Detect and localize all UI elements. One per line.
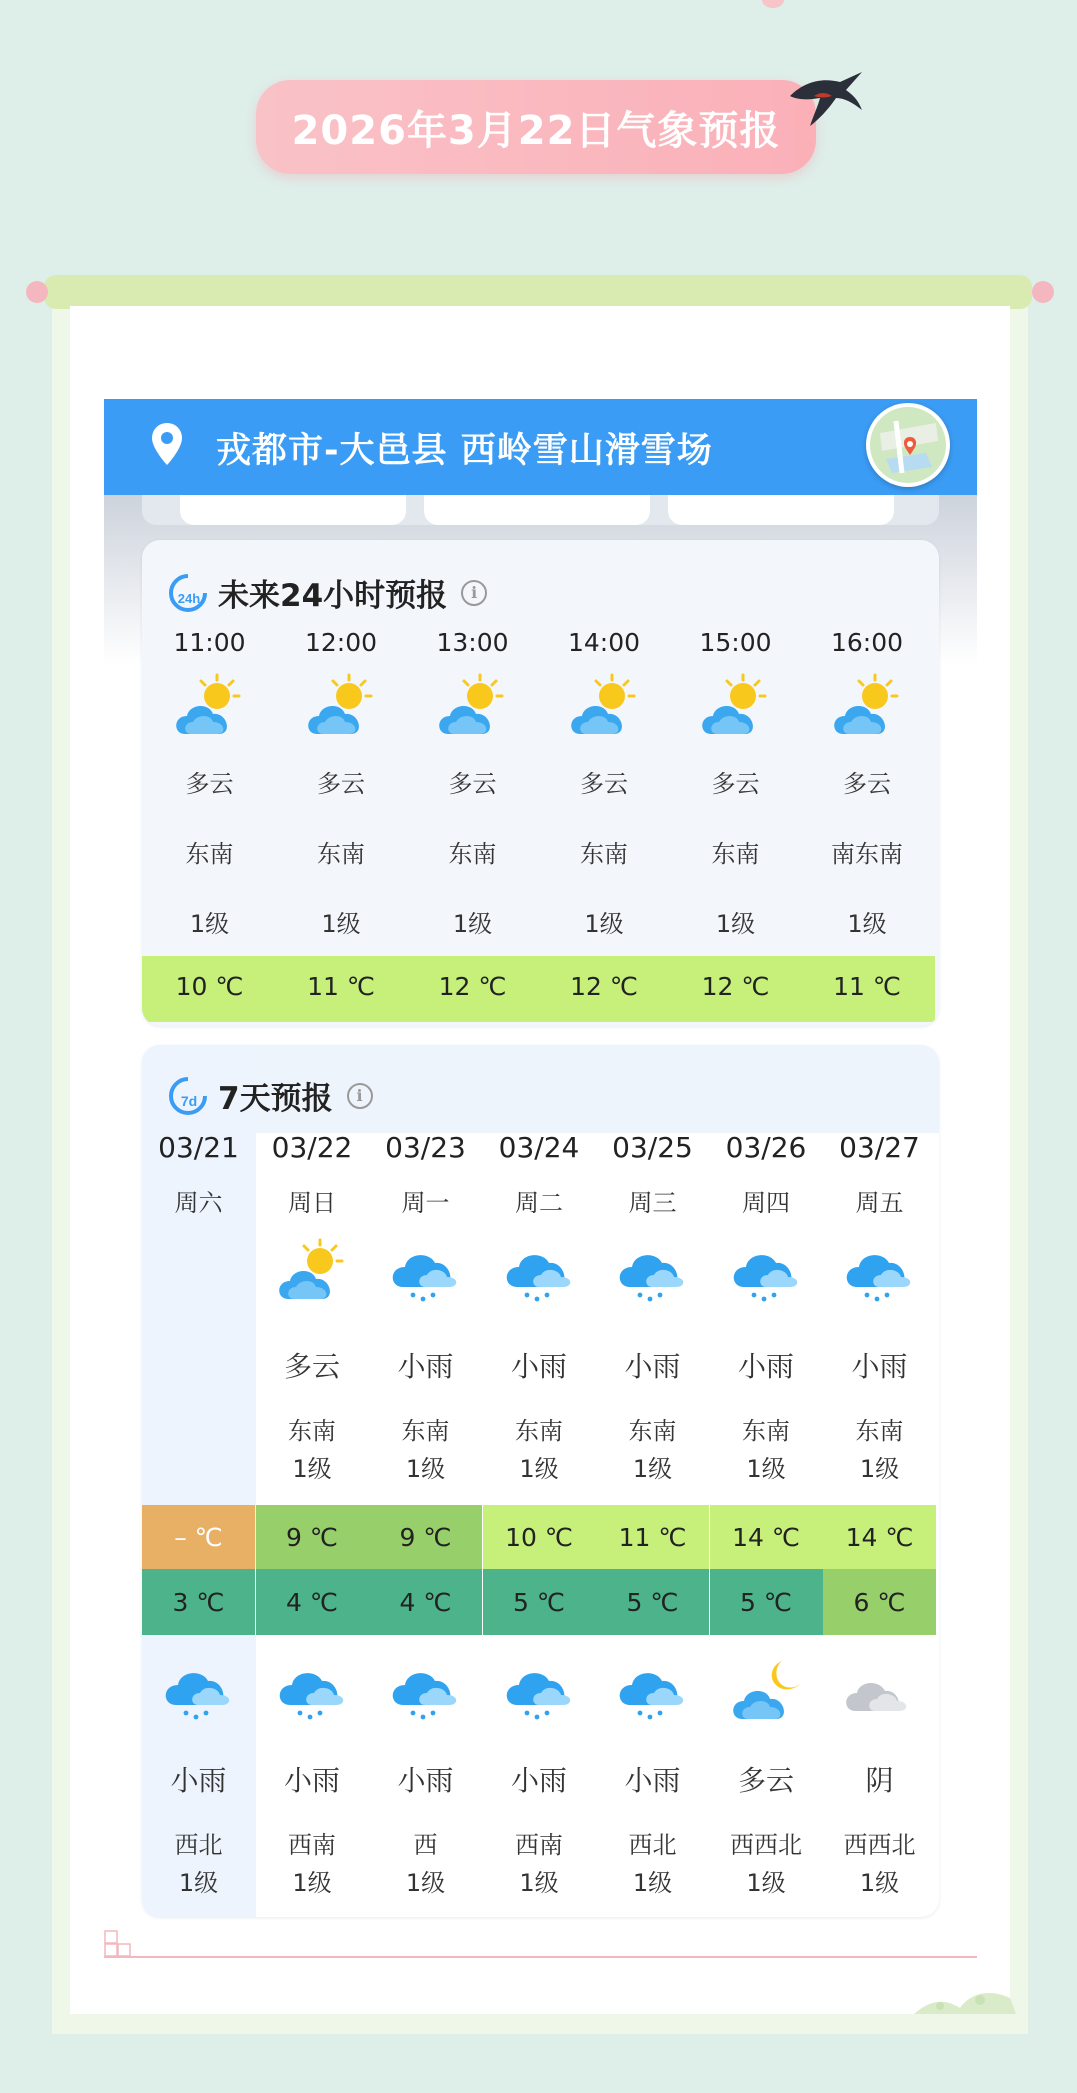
footer-divider [104, 1956, 977, 1958]
day-weekday: 周五 [855, 1189, 904, 1217]
day-weather: 小雨 [510, 1350, 567, 1383]
night-wind-level: 1级 [405, 1869, 446, 1897]
day-wind-level: 1级 [632, 1455, 673, 1483]
hourly-forecast-card [142, 540, 939, 1026]
day-date: 03/24 [498, 1131, 580, 1164]
day-date: 03/27 [839, 1131, 920, 1164]
hour-weather: 多云 [185, 770, 234, 798]
hour-wind-level: 1级 [189, 910, 230, 938]
day-low-temp: 5 ℃ [710, 1569, 823, 1635]
hour-temperature: 12 ℃ [438, 972, 507, 1001]
night-weather: 小雨 [170, 1764, 227, 1797]
hour-temperature: 12 ℃ [701, 972, 770, 1001]
day-weekday: 周二 [515, 1189, 563, 1217]
day-date: 03/22 [271, 1131, 353, 1164]
day-wind-level: 1级 [292, 1455, 332, 1483]
light-rain-icon [499, 1655, 579, 1725]
hour-weather: 多云 [711, 770, 760, 798]
hour-wind-level: 1级 [847, 910, 887, 938]
light-rain-icon [612, 1655, 692, 1725]
day-wind-level: 1级 [519, 1455, 559, 1483]
hour-weather: 多云 [448, 770, 497, 798]
night-wind-level: 1级 [859, 1869, 900, 1897]
day-wind-direction: 东南 [855, 1417, 904, 1445]
day-high-temp: 14 ℃ [710, 1505, 823, 1569]
day-column [596, 1045, 709, 1917]
day-low-temp: 5 ℃ [596, 1569, 709, 1635]
weekly-title: 7天预报 [218, 1081, 333, 1117]
collapsed-tab-3 [668, 495, 894, 525]
weekly-forecast-card [142, 1045, 939, 1917]
hour-wind-level: 1级 [715, 910, 756, 938]
partly-cloudy-icon [827, 672, 907, 742]
day-high-temp: 11 ℃ [596, 1505, 709, 1569]
hour-weather: 多云 [317, 770, 365, 798]
night-wind-level: 1级 [292, 1869, 332, 1897]
night-wind-direction: 西北 [174, 1831, 223, 1859]
night-weather: 多云 [737, 1764, 794, 1797]
day-column [483, 1045, 596, 1917]
day-weather: 小雨 [397, 1350, 454, 1383]
night-wind-direction: 西西北 [843, 1831, 916, 1859]
day-wind-direction: 东南 [628, 1417, 677, 1445]
day-date: 03/23 [385, 1131, 466, 1164]
collapsed-tab-1 [180, 495, 406, 525]
partly-cloudy-icon [695, 672, 775, 742]
day-wind-level: 1级 [746, 1455, 786, 1483]
collapsed-tab-2 [424, 495, 650, 525]
day-low-temp: 3 ℃ [142, 1569, 255, 1635]
day-column [823, 1045, 936, 1917]
night-wind-level: 1级 [178, 1869, 219, 1897]
day-high-temp: 10 ℃ [483, 1505, 596, 1569]
hour-time: 15:00 [699, 628, 772, 657]
hour-weather: 多云 [580, 770, 628, 798]
night-weather: 阴 [865, 1764, 894, 1797]
hour-wind-direction: 东南 [711, 840, 760, 868]
map-button[interactable] [866, 403, 950, 487]
scroll-rod-end-left [26, 281, 48, 303]
day-wind-level: 1级 [405, 1455, 446, 1483]
hour-temperature: 10 ℃ [175, 972, 244, 1001]
night-wind-level: 1级 [746, 1869, 786, 1897]
night-wind-direction: 西北 [628, 1831, 677, 1859]
swallow-icon [784, 66, 864, 130]
night-wind-direction: 西西北 [730, 1831, 802, 1859]
day-wind-direction: 东南 [288, 1417, 336, 1445]
location-pin-icon [150, 421, 184, 467]
day-column [369, 1045, 482, 1917]
hour-time: 12:00 [304, 628, 378, 657]
day-high-temp: 9 ℃ [256, 1505, 369, 1569]
hour-temperature: 12 ℃ [570, 972, 638, 1001]
day-weekday: 周日 [288, 1189, 336, 1217]
day-column [710, 1045, 823, 1917]
corner-decor-icon [104, 1930, 132, 1958]
clock-24h-icon [168, 573, 208, 613]
hour-time: 13:00 [436, 628, 509, 657]
night-weather: 小雨 [397, 1764, 454, 1797]
day-wind-direction: 东南 [401, 1417, 450, 1445]
partly-cloudy-icon [301, 672, 381, 742]
day-wind-direction: 东南 [515, 1417, 563, 1445]
hourly-title: 未来24小时预报 [218, 578, 448, 614]
info-icon[interactable]: i [347, 1083, 373, 1109]
scroll-rod-end-right [1032, 281, 1054, 303]
light-rain-icon [385, 1655, 465, 1725]
hour-wind-direction: 东南 [317, 840, 365, 868]
day-weekday: 周六 [174, 1189, 223, 1217]
day-weather: 小雨 [851, 1350, 908, 1383]
collapsed-card-edge [142, 495, 939, 525]
day-high-temp: 14 ℃ [823, 1505, 936, 1569]
day-weekday: 周一 [401, 1189, 450, 1217]
day-weather: 小雨 [624, 1350, 681, 1383]
clock-badge: 7d [180, 1092, 198, 1109]
day-date: 03/21 [158, 1131, 239, 1164]
day-date: 03/26 [725, 1131, 807, 1164]
day-low-temp: 6 ℃ [823, 1569, 936, 1635]
light-rain-icon [612, 1237, 692, 1307]
hour-wind-level: 1级 [321, 910, 361, 938]
partly-cloudy-icon [564, 672, 644, 742]
hour-wind-direction: 南东南 [831, 840, 903, 868]
hour-wind-direction: 东南 [185, 840, 234, 868]
light-rain-icon [726, 1237, 806, 1307]
page-title: 2026年3月22日气象预报 [291, 107, 781, 154]
leaves-decor-icon [910, 1980, 1020, 2016]
day-column [142, 1045, 255, 1917]
light-rain-icon [499, 1237, 579, 1307]
day-low-temp: 4 ℃ [256, 1569, 369, 1635]
day-weather: 多云 [283, 1350, 340, 1383]
cloudy-night-icon [726, 1655, 806, 1725]
location-name: 戎都市-大邑县 西岭雪山滑雪场 [216, 431, 713, 471]
day-low-temp: 4 ℃ [369, 1569, 482, 1635]
clock-badge: 24h [177, 590, 201, 606]
day-date: 03/25 [612, 1131, 693, 1164]
location-bar [104, 399, 977, 495]
partly-cloudy-icon [272, 1237, 352, 1307]
page-title-banner [256, 80, 816, 174]
hour-time: 16:00 [830, 628, 904, 657]
day-column [256, 1045, 369, 1917]
day-high-temp: 9 ℃ [369, 1505, 482, 1569]
hour-weather: 多云 [843, 770, 891, 798]
decor-dot [762, 0, 784, 8]
hour-wind-level: 1级 [452, 910, 493, 938]
day-weather: 小雨 [737, 1350, 794, 1383]
night-wind-direction: 西南 [515, 1831, 563, 1859]
hour-wind-level: 1级 [584, 910, 624, 938]
night-wind-level: 1级 [519, 1869, 559, 1897]
hour-time: 14:00 [567, 628, 641, 657]
day-wind-direction: 东南 [742, 1417, 790, 1445]
hour-wind-direction: 东南 [580, 840, 628, 868]
day-wind-level: 1级 [859, 1455, 900, 1483]
day-low-temp: 5 ℃ [483, 1569, 596, 1635]
day-high-temp: – ℃ [142, 1505, 255, 1569]
day-weekday: 周三 [628, 1189, 677, 1217]
map-icon [866, 403, 950, 487]
info-icon[interactable]: i [461, 580, 487, 606]
night-wind-direction: 西 [413, 1831, 438, 1859]
partly-cloudy-icon [432, 672, 512, 742]
overcast-icon [839, 1655, 919, 1725]
night-weather: 小雨 [624, 1764, 681, 1797]
hour-time: 11:00 [173, 628, 246, 657]
day-weekday: 周四 [742, 1189, 790, 1217]
light-rain-icon [272, 1655, 352, 1725]
scroll-rod [44, 275, 1032, 309]
night-wind-direction: 西南 [288, 1831, 336, 1859]
light-rain-icon [839, 1237, 919, 1307]
empty-icon [158, 1237, 238, 1307]
hour-temperature: 11 ℃ [307, 972, 375, 1001]
night-wind-level: 1级 [632, 1869, 673, 1897]
night-weather: 小雨 [510, 1764, 567, 1797]
light-rain-icon [158, 1655, 238, 1725]
night-weather: 小雨 [283, 1764, 340, 1797]
hour-temperature: 11 ℃ [833, 972, 901, 1001]
hourly-card-header [168, 570, 487, 615]
hour-wind-direction: 东南 [448, 840, 497, 868]
partly-cloudy-icon [169, 672, 249, 742]
light-rain-icon [385, 1237, 465, 1307]
